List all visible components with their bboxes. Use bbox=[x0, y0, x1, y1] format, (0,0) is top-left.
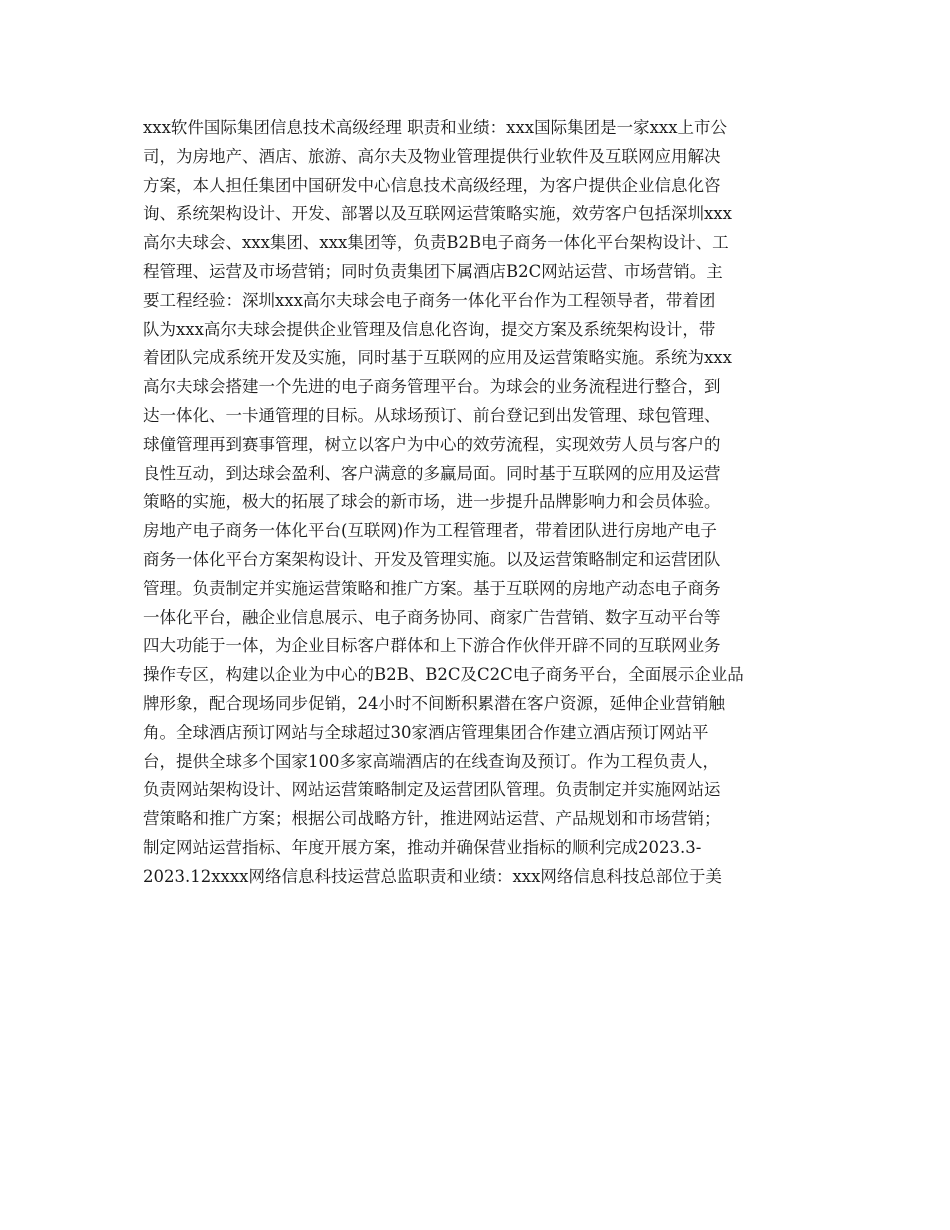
text-line: 一体化平台，融企业信息展示、电子商务协同、商家广告营销、数字互动平台等 bbox=[143, 607, 721, 627]
text-line: 制定网站运营指标、年度开展方案，推动并确保营业指标的顺利完成2023.3- bbox=[143, 838, 702, 857]
text-line: 达一体化、一卡通管理的目标。从球场预订、前台登记到出发管理、球包管理、 bbox=[143, 406, 721, 425]
text-line: 良性互动，到达球会盈利、客户满意的多赢局面。同时基于互联网的应用及运营 bbox=[143, 463, 721, 483]
text-line: 四大功能于一体，为企业目标客户群体和上下游合作伙伴开辟不同的互联网业务 bbox=[143, 636, 721, 656]
text-line: 操作专区，构建以企业为中心的B2B、B2C及C2C电子商务平台，全面展示企业品 bbox=[143, 665, 744, 685]
text-line: 询、系统架构设计、开发、部署以及互联网运营策略实施，效劳客户包括深圳xxx bbox=[143, 204, 732, 224]
text-line: 牌形象，配合现场同步促销，24小时不间断积累潜在客户资源，延伸企业营销触 bbox=[143, 694, 725, 713]
text-line: 着团队完成系统开发及实施，同时基于互联网的应用及运营策略实施。系统为xxx bbox=[143, 348, 732, 368]
text-line: 高尔夫球会、xxx集团、xxx集团等，负责B2B电子商务一体化平台架构设计、工 bbox=[143, 233, 729, 253]
text-line: 方案，本人担任集团中国研发中心信息技术高级经理，为客户提供企业信息化咨 bbox=[143, 175, 721, 195]
text-line: 管理。负责制定并实施运营策略和推广方案。基于互联网的房地产动态电子商务 bbox=[143, 578, 721, 598]
text-line: 房地产电子商务一体化平台(互联网)作为工程管理者，带着团队进行房地产电子 bbox=[143, 521, 717, 541]
text-line: 高尔夫球会搭建一个先进的电子商务管理平台。为球会的业务流程进行整合，到 bbox=[143, 377, 721, 397]
text-line: 2023.12xxxx网络信息科技运营总监职责和业绩：xxx网络信息科技总部位于美 bbox=[143, 866, 722, 886]
text-line: xxx软件国际集团信息技术高级经理 职责和业绩：xxx国际集团是一家xxx上市公 bbox=[143, 118, 727, 137]
text-line: 策略的实施，极大的拓展了球会的新市场，进一步提升品牌影响力和会员体验。 bbox=[143, 492, 721, 512]
text-line: 队为xxx高尔夫球会提供企业管理及信息化咨询，提交方案及系统架构设计，带 bbox=[143, 319, 716, 339]
text-line: 负责网站架构设计、网站运营策略制定及运营团队管理。负责制定并实施网站运 bbox=[143, 780, 721, 800]
text-line: 营策略和推广方案；根据公司战略方针，推进网站运营、产品规划和市场营销； bbox=[143, 809, 721, 829]
text-line: 司，为房地产、酒店、旅游、高尔夫及物业管理提供行业软件及互联网应用解决 bbox=[143, 146, 721, 166]
text-line: 要工程经验：深圳xxx高尔夫球会电子商务一体化平台作为工程领导者，带着团 bbox=[143, 290, 716, 310]
text-line: 台，提供全球多个国家100多家高端酒店的在线查询及预订。作为工程负责人， bbox=[143, 751, 719, 771]
text-line: 程管理、运营及市场营销；同时负责集团下属酒店B2C网站运营、市场营销。主 bbox=[143, 262, 723, 281]
text-line: 商务一体化平台方案架构设计、开发及管理实施。以及运营策略制定和运营团队 bbox=[143, 550, 721, 569]
text-line: 球僮管理再到赛事管理，树立以客户为中心的效劳流程，实现效劳人员与客户的 bbox=[143, 434, 721, 454]
text-line: 角。全球酒店预订网站与全球超过30家酒店管理集团合作建立酒店预订网站平 bbox=[143, 722, 709, 742]
